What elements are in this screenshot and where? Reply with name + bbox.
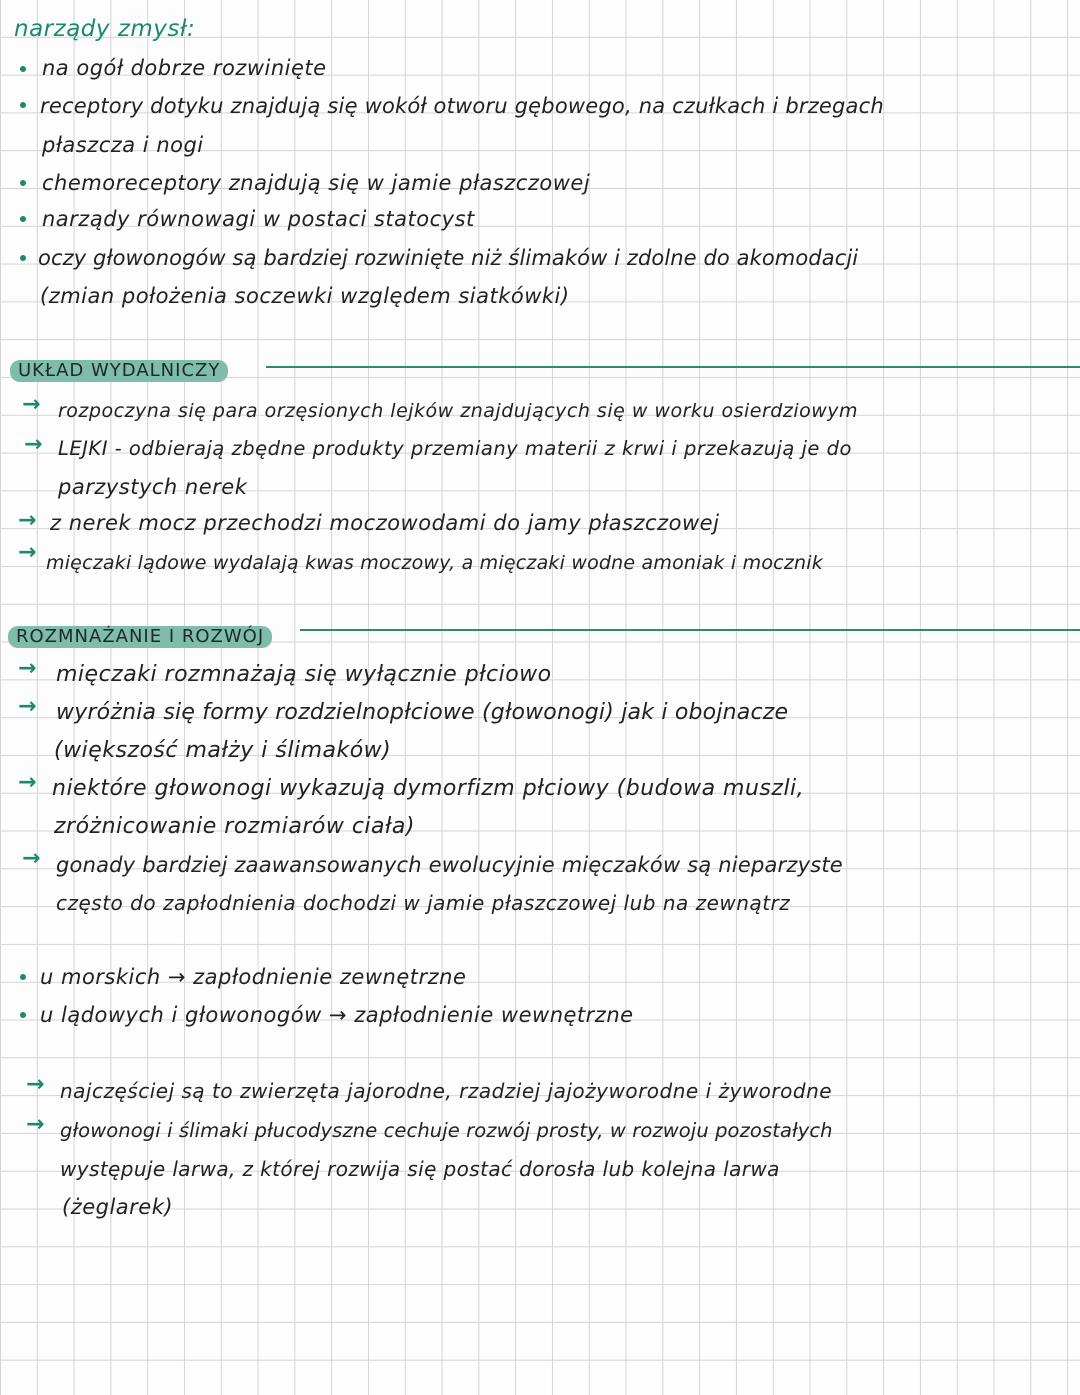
arrow-icon: → — [18, 508, 37, 533]
bullet-icon — [20, 216, 26, 222]
section-heading-excretory: UKŁAD WYDALNICZY — [10, 360, 228, 382]
arrow-icon: → — [26, 1112, 45, 1137]
note-line: mięczaki lądowe wydalają kwas moczowy, a mięczaki wodne amoniak i mocznik — [46, 552, 823, 574]
arrow-icon: → — [24, 432, 43, 457]
note-line: LEJKI - odbierają zbędne produkty przemiany materii z krwi i przekazują je do — [58, 437, 852, 460]
note-line: występuje larwa, z której rozwija się postać dorosła lub kolejna larwa — [60, 1157, 780, 1181]
note-line: wyróżnia się formy rozdzielnopłciowe (głowonogi) jak i obojnacze — [56, 700, 789, 725]
note-line: najczęściej są to zwierzęta jajorodne, rzadziej jajożyworodne i żyworodne — [60, 1079, 833, 1103]
note-line: gonady bardziej zaawansowanych ewolucyjnie mięczaków są nieparzyste — [56, 853, 843, 877]
note-line: zróżnicowanie rozmiarów ciała) — [54, 814, 415, 839]
arrow-icon: → — [26, 1072, 45, 1097]
arrow-icon: → — [22, 392, 41, 417]
note-line: (większość małży i ślimaków) — [54, 738, 392, 763]
arrow-icon: → — [18, 770, 37, 795]
arrow-icon: → — [18, 656, 37, 681]
note-line: niektóre głowonogi wykazują dymorfizm płciowy (budowa muszli, — [52, 776, 805, 801]
heading-rule — [266, 366, 1080, 368]
note-line: receptory dotyku znajdują się wokół otworu gębowego, na czułkach i brzegach — [40, 94, 884, 118]
bullet-icon — [20, 180, 26, 186]
note-line: na ogół dobrze rozwinięte — [42, 56, 327, 80]
note-line: głowonogi i ślimaki płucodyszne cechuje rozwój prosty, w rozwoju pozostałych — [60, 1119, 833, 1142]
note-line: rozpoczyna się para orzęsionych lejków znajdujących się w worku osierdziowym — [58, 400, 859, 422]
note-line: (zmian położenia soczewki względem siatkówki) — [40, 284, 570, 308]
note-line: (żeglarek) — [62, 1195, 174, 1219]
bullet-icon — [20, 974, 26, 980]
bullet-icon — [20, 1012, 26, 1018]
note-line: płaszcza i nogi — [42, 133, 204, 157]
arrow-icon: → — [18, 540, 37, 565]
section-title-senses: narządy zmysł: — [14, 16, 196, 42]
arrow-icon: → — [22, 846, 41, 871]
note-line: narządy równowagi w postaci statocyst — [42, 207, 475, 231]
note-line: u lądowych i głowonogów → zapłodnienie wewnętrzne — [40, 1003, 634, 1027]
bullet-icon — [20, 255, 26, 261]
note-line: u morskich → zapłodnienie zewnętrzne — [40, 965, 467, 989]
heading-rule — [300, 629, 1080, 631]
note-line: parzystych nerek — [58, 475, 248, 499]
note-line: mięczaki rozmnażają się wyłącznie płciowo — [56, 662, 552, 687]
bullet-icon — [20, 102, 26, 108]
bullet-icon — [20, 66, 26, 72]
section-heading-reproduction: ROZMNAŻANIE I ROZWÓJ — [8, 626, 272, 648]
note-line: oczy głowonogów są bardziej rozwinięte niż ślimaków i zdolne do akomodacji — [38, 246, 859, 270]
note-line: chemoreceptory znajdują się w jamie płaszczowej — [42, 171, 591, 195]
note-line: z nerek mocz przechodzi moczowodami do jamy płaszczowej — [50, 511, 720, 535]
arrow-icon: → — [18, 694, 37, 719]
note-line: często do zapłodnienia dochodzi w jamie płaszczowej lub na zewnątrz — [56, 891, 791, 915]
